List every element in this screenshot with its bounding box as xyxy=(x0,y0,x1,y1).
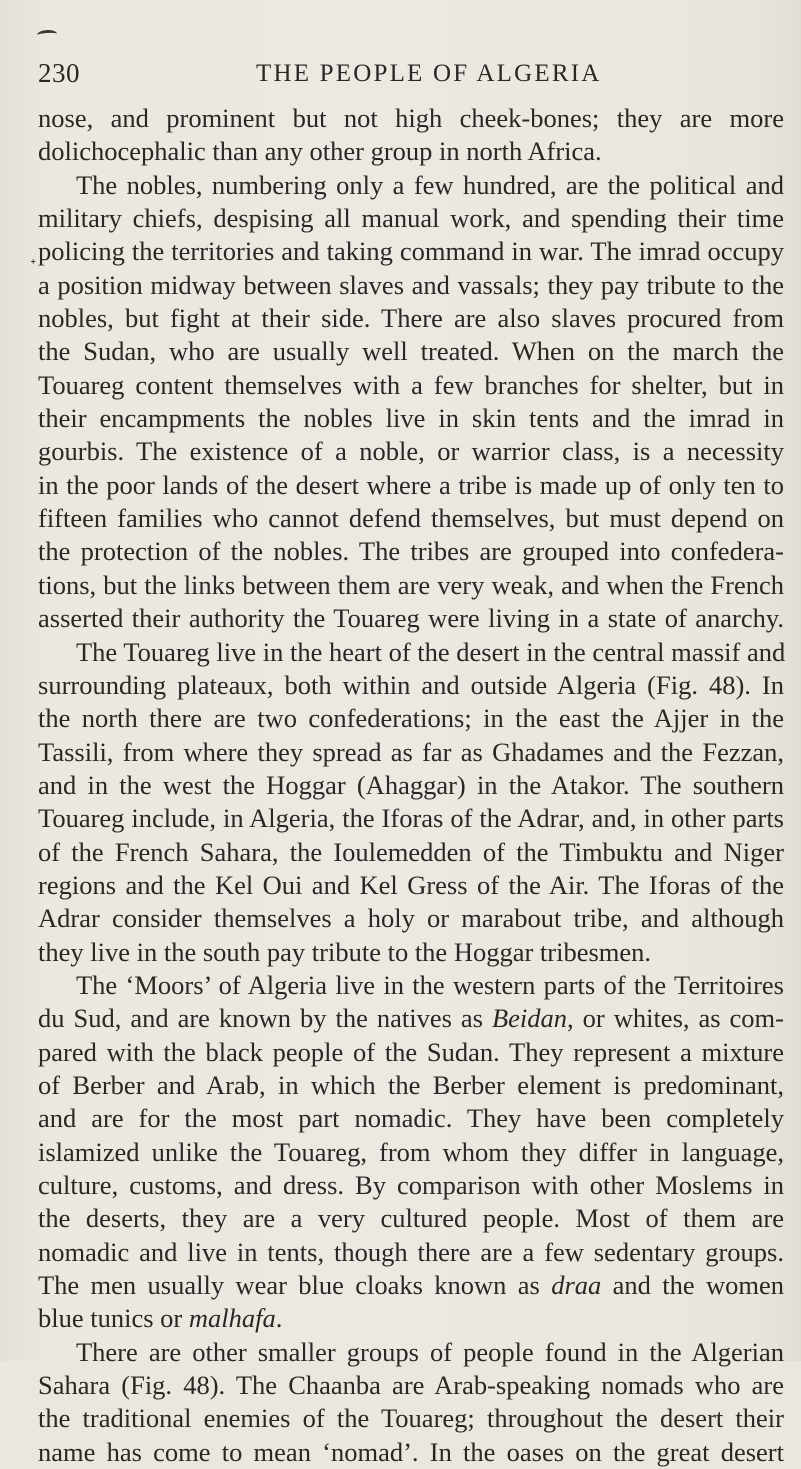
paragraph-2 xyxy=(38,169,784,636)
text-line: du Sud, and are known by the natives as Beidan, or whites, as com- xyxy=(38,1003,784,1034)
italic-term: malhafa xyxy=(188,1303,276,1334)
italic-term: Beidan xyxy=(491,1003,568,1034)
text-line: their encampments the nobles live in skin tents and the imrad in xyxy=(38,403,784,434)
text-line: The men usually wear blue cloaks known as draa and the women xyxy=(38,1270,784,1301)
margin-mark: ᐩ xyxy=(30,257,37,274)
text-line: Adrar consider themselves a holy or marabout tribe, and although xyxy=(38,903,784,934)
text-line: fifteen families who cannot defend themselves, but must depend on xyxy=(38,503,784,534)
text-line: nose, and prominent but not high cheek-bones; they are more xyxy=(38,103,784,133)
text-line: of Berber and Arab, in which the Berber element is predominant, xyxy=(38,1069,784,1100)
text-line: culture, customs, and dress. By comparison with other Moslems in xyxy=(38,1170,784,1200)
text-line: and are for the most part nomadic. They have been completely xyxy=(38,1103,784,1134)
paragraph-4 xyxy=(38,969,784,1336)
text-line: name has come to mean ‘nomad’. In the oases on the great desert xyxy=(38,1436,784,1467)
text-line: tions, but the links between them are very weak, and when the French xyxy=(38,569,784,600)
text-line: blue tunics or malhafa. xyxy=(38,1303,283,1334)
text-line: policing the territories and taking command in war. The imrad occupy xyxy=(38,236,784,267)
text-line: There are other smaller groups of people found in the Algerian xyxy=(76,1336,784,1367)
text-line: and in the west the Hoggar (Ahaggar) in the Atakor. The southern xyxy=(38,769,784,800)
text-line: The ‘Moors’ of Algeria live in the western parts of the Territoires xyxy=(76,969,784,1000)
text-line: the Sudan, who are usually well treated. When on the march the xyxy=(38,336,784,367)
text-line: Sahara (Fig. 48). The Chaanba are Arab-speaking nomads who are xyxy=(38,1370,784,1401)
text-line: nobles, but fight at their side. There are also slaves procured from xyxy=(38,303,784,334)
text-line: pared with the black people of the Sudan. They represent a mixture xyxy=(38,1036,784,1067)
text-line: the protection of the nobles. The tribes are grouped into confedera- xyxy=(38,536,784,567)
ink-mark xyxy=(37,29,58,39)
text-line: Tassili, from where they spread as far as Ghadames and the Fezzan, xyxy=(38,736,784,767)
text-line: Touareg content themselves with a few branches for shelter, but in xyxy=(38,369,784,400)
text-line: The Touareg live in the heart of the desert in the central massif and xyxy=(76,636,786,667)
text-line: Touareg include, in Algeria, the Iforas of the Adrar, and, in other parts xyxy=(38,803,784,834)
text-line: the deserts, they are a very cultured people. Most of them are xyxy=(38,1203,784,1234)
text-line: islamized unlike the Touareg, from whom they differ in language, xyxy=(38,1136,784,1167)
text-line: the north there are two confederations; in the east the Ajjer in the xyxy=(38,703,784,734)
paragraph-1 xyxy=(38,102,784,169)
paragraph-3 xyxy=(38,636,784,969)
text-line: surrounding plateaux, both within and outside Algeria (Fig. 48). In xyxy=(38,669,784,700)
text-line: of the French Sahara, the Ioulemedden of the Timbuktu and Niger xyxy=(38,836,784,867)
text-line: a position midway between slaves and vassals; they pay tribute to the xyxy=(38,269,784,300)
running-head: THE PEOPLE OF ALGERIA xyxy=(256,60,602,87)
text-line: regions and the Kel Oui and Kel Gress of the Air. The Iforas of the xyxy=(38,869,784,900)
page-number: 230 xyxy=(38,58,80,88)
text-line: nomadic and live in tents, though there are a few sedentary groups. xyxy=(38,1236,784,1267)
text-line: asserted their authority the Touareg were living in a state of anarchy. xyxy=(38,603,784,634)
text-line: in the poor lands of the desert where a tribe is made up of only ten to xyxy=(38,469,784,500)
body-text xyxy=(38,102,784,1469)
text-line: dolichocephalic than any other group in north Africa. xyxy=(38,136,602,167)
paragraph-5 xyxy=(38,1336,784,1469)
text-line: The nobles, numbering only a few hundred, are the political and xyxy=(76,169,784,200)
text-line: gourbis. The existence of a noble, or warrior class, is a necessity xyxy=(38,436,784,467)
italic-term: draa xyxy=(551,1270,602,1301)
page-header xyxy=(38,58,772,94)
text-line: military chiefs, despising all manual work, and spending their time xyxy=(38,203,784,234)
text-line: they live in the south pay tribute to the Hoggar tribesmen. xyxy=(38,936,652,967)
text-line: the traditional enemies of the Touareg; throughout the desert their xyxy=(38,1403,784,1434)
